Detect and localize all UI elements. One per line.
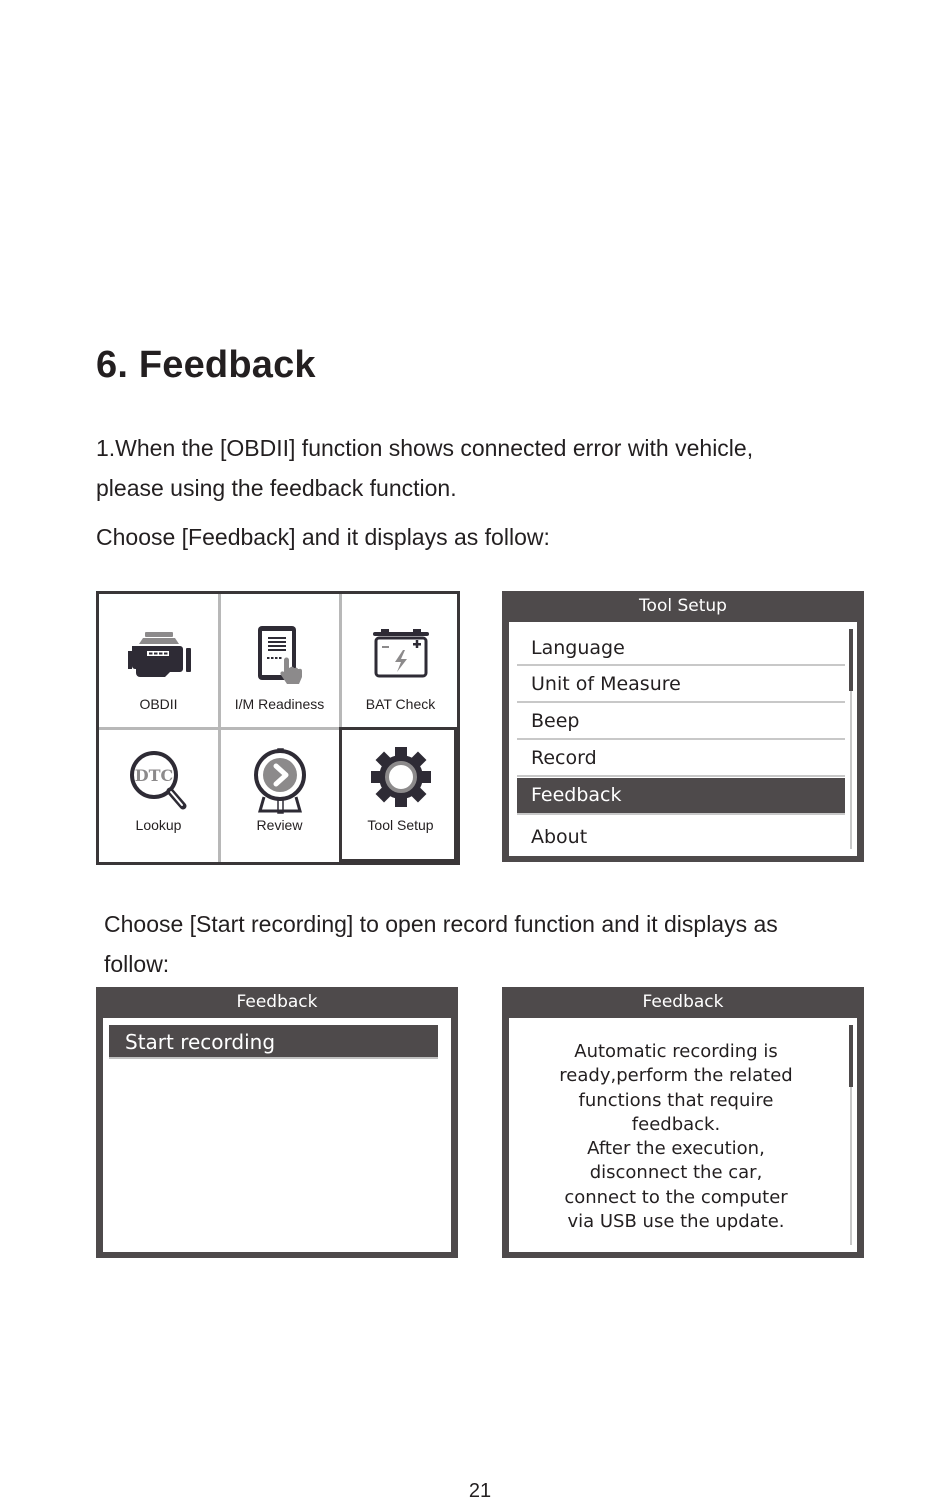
- intro-text-line-1: 1.When the [OBDII] function shows connected error with vehicle,: [96, 435, 754, 461]
- choose-feedback-text: Choose [Feedback] and it displays as follow:: [96, 524, 550, 550]
- engine-icon: [123, 624, 195, 686]
- menu-item-label: Review: [256, 817, 303, 833]
- battery-icon: [365, 624, 437, 686]
- list-divider: [517, 738, 845, 740]
- screen-title: Feedback: [642, 992, 724, 1012]
- feedback-list: [103, 1018, 451, 1252]
- message-line: ready,perform the related: [559, 1065, 793, 1087]
- screen-title: Tool Setup: [639, 596, 727, 616]
- choose-start-text-line-1: Choose [Start recording] to open record function and it displays as: [104, 911, 778, 937]
- main-menu-screen: [96, 591, 460, 865]
- scrollbar-thumb[interactable]: [849, 1025, 853, 1087]
- list-divider: [517, 701, 845, 703]
- gear-icon: [365, 751, 437, 813]
- scrollbar-thumb[interactable]: [849, 629, 853, 691]
- menu-item-language[interactable]: Language: [531, 637, 625, 659]
- tool-setup-screen: [502, 591, 864, 862]
- menu-item-record[interactable]: Record: [531, 747, 597, 769]
- menu-item-im-readiness[interactable]: [220, 594, 339, 727]
- menu-item-about[interactable]: About: [531, 826, 588, 848]
- message-line: via USB use the update.: [567, 1211, 785, 1233]
- svg-text:DTC: DTC: [134, 766, 173, 785]
- dtc-magnifier-icon: [123, 751, 195, 813]
- message-line: connect to the computer: [564, 1186, 788, 1208]
- menu-item-label: Lookup: [135, 817, 182, 833]
- menu-item-beep[interactable]: Beep: [531, 710, 580, 732]
- message-line: functions that require: [578, 1089, 774, 1111]
- menu-item-label: BAT Check: [365, 696, 436, 712]
- tool-setup-list: [509, 622, 857, 856]
- menu-item-bat-check[interactable]: [341, 594, 460, 727]
- menu-item-review[interactable]: [220, 729, 339, 862]
- menu-item-label: OBDII: [139, 696, 178, 712]
- menu-item-label: I/M Readiness: [234, 696, 325, 712]
- feedback-message: [509, 1040, 843, 1234]
- message-line: disconnect the car,: [589, 1162, 763, 1184]
- menu-item-unit-of-measure[interactable]: Unit of Measure: [531, 673, 681, 695]
- feedback-message-screen: [502, 987, 864, 1258]
- menu-item-obdii[interactable]: [99, 594, 218, 727]
- tablet-touch-icon: [244, 624, 316, 686]
- page-number: 21: [468, 1480, 492, 1502]
- message-line: After the execution,: [587, 1138, 765, 1160]
- intro-text-line-2: please using the feedback function.: [96, 475, 457, 501]
- section-title: 6. Feedback: [96, 344, 316, 386]
- menu-item-feedback[interactable]: Feedback: [517, 778, 845, 813]
- choose-start-text-line-2: follow:: [104, 951, 170, 977]
- screen-title: Feedback: [236, 992, 318, 1012]
- feedback-screen: [96, 987, 458, 1258]
- menu-item-lookup[interactable]: [99, 729, 218, 862]
- start-recording-item[interactable]: Start recording: [109, 1025, 438, 1059]
- list-divider: [517, 813, 845, 815]
- review-play-icon: [244, 751, 316, 813]
- feedback-message-body: [509, 1018, 857, 1252]
- list-divider: [517, 664, 845, 666]
- menu-item-label: Tool Setup: [367, 817, 434, 833]
- message-line: Automatic recording is: [574, 1041, 778, 1062]
- list-divider: [517, 775, 845, 777]
- message-line: feedback.: [631, 1113, 721, 1135]
- menu-item-tool-setup[interactable]: [341, 729, 460, 862]
